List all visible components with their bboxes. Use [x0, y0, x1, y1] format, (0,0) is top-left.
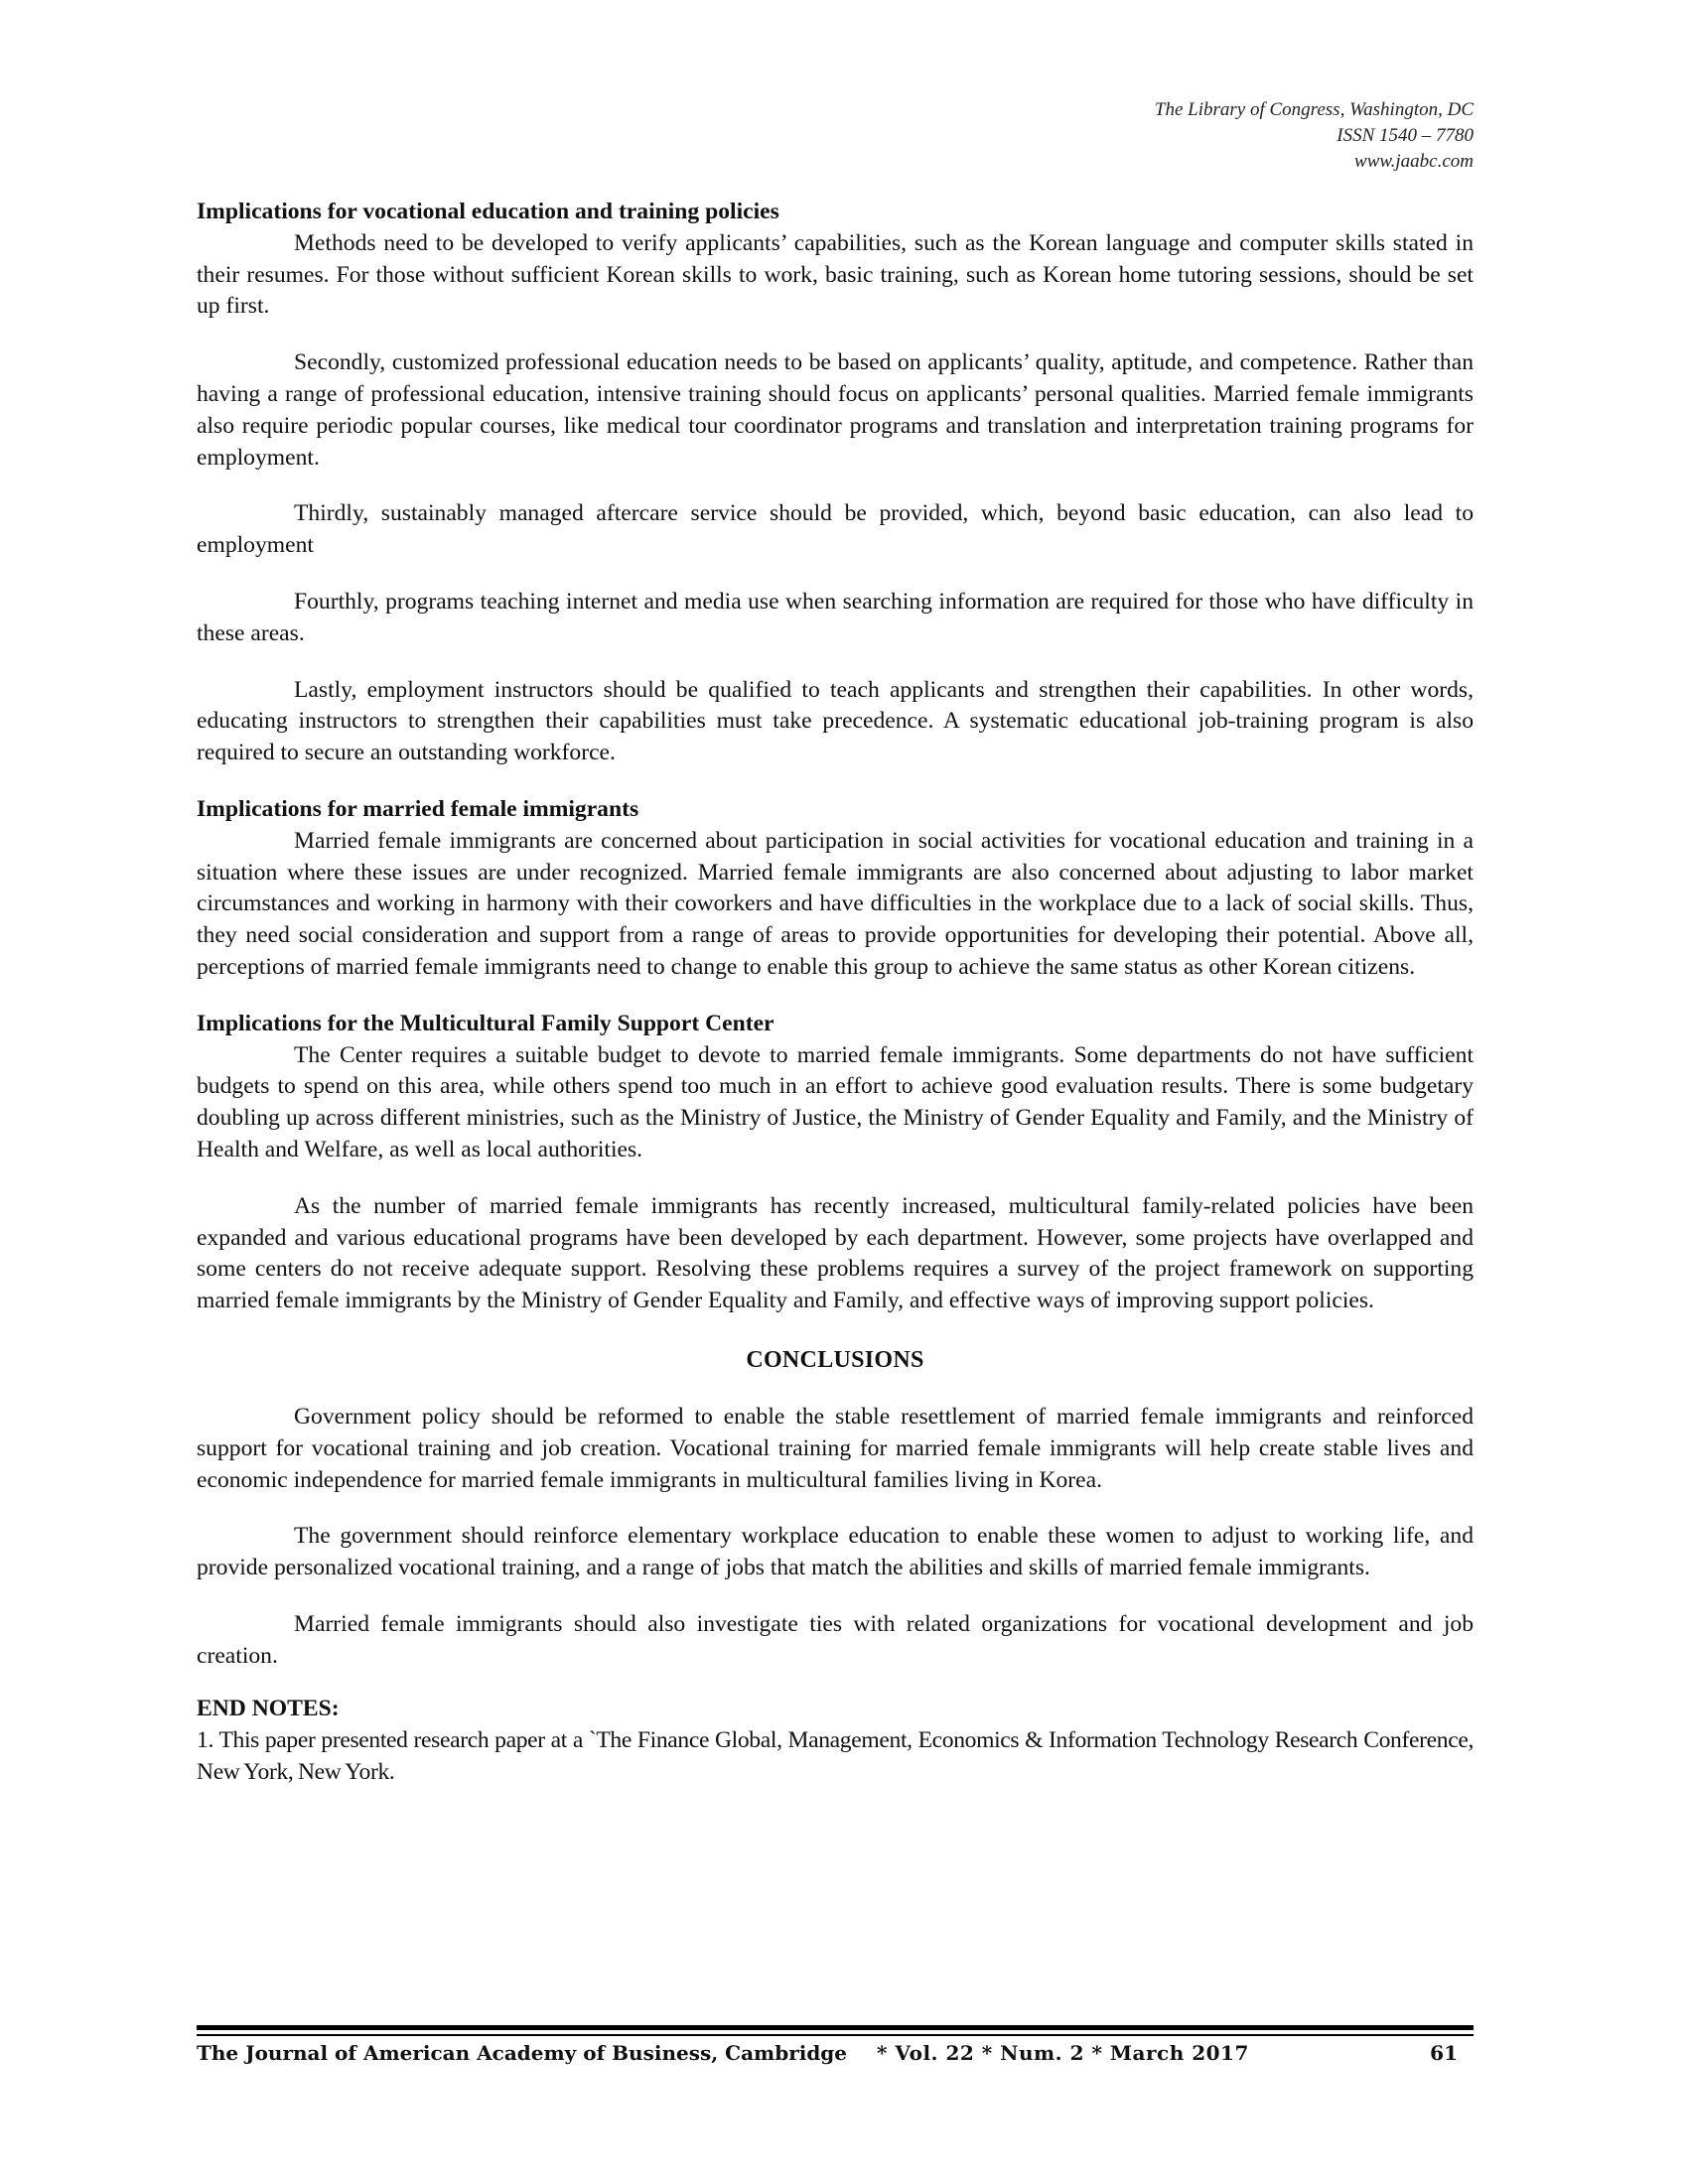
endnote-item: 1. This paper presented research paper at a `The Finance Global, Management, Economics & Information Technology Research Conference, New York, New York. [197, 1727, 1474, 1786]
running-header [1155, 97, 1474, 175]
journal-page [197, 0, 1474, 2184]
footer-volume-info: * Vol. 22 * Num. 2 * March 2017 [877, 2041, 1249, 2065]
endnotes-heading: END NOTES: [197, 1696, 340, 1722]
section-heading-center: Implications for the Multicultural Family Support Center [197, 1010, 774, 1036]
paragraph: Fourthly, programs teaching internet and media use when searching information are required for those who have difficulty in these areas. [197, 588, 1474, 646]
paragraph: Thirdly, sustainably managed aftercare service should be provided, which, beyond basic education, can also lead to employment [197, 500, 1474, 559]
paragraph: Government policy should be reformed to enable the stable resettlement of married female immigrants and reinforced support for vocational training and job creation. Vocational training for married female immigrants will help create stable lives and economic independence for married female immigrants in multicultural families living in Korea. [197, 1403, 1474, 1493]
footer-rule [197, 2034, 1474, 2036]
running-footer [197, 2041, 1474, 2075]
header-library: The Library of Congress, Washington, DC [1154, 99, 1474, 120]
section-heading-vocational: Implications for vocational education and training policies [197, 199, 779, 224]
paragraph: As the number of married female immigrants has recently increased, multicultural family-related policies have been expanded and various educational programs have been developed by each department. However, some projects have overlapped and some centers do not receive adequate support. Resolving these problems requires a survey of the project framework on supporting married female immigrants by the Ministry of Gender Equality and Family, and effective ways of improving support policies. [197, 1192, 1474, 1314]
paragraph: Lastly, employment instructors should be qualified to teach applicants and strengthen their capabilities. In other words, educating instructors to strengthen their capabilities must take precedence. A systematic educational job-training program is also required to secure an outstanding workforce. [197, 676, 1474, 766]
paragraph: Methods need to be developed to verify applicants’ capabilities, such as the Korean language and computer skills stated in their resumes. For those without sufficient Korean skills to work, basic training, such as Korean home tutoring sessions, should be set up first. [197, 229, 1474, 320]
article-body [197, 197, 1474, 1789]
paragraph: Secondly, customized professional education needs to be based on applicants’ quality, aptitude, and competence. Rather than having a range of professional education, intensive training should focus on applicants’ personal qualities. Married female immigrants also require periodic popular courses, like medical tour coordinator programs and translation and interpretation training programs for employment. [197, 349, 1474, 471]
paragraph: The Center requires a suitable budget to devote to married female immigrants. Some departments do not have sufficient budgets to spend on this area, while others spend too much in an effort to achieve good evaluation results. There is some budgetary doubling up across different ministries, such as the Ministry of Justice, the Ministry of Gender Equality and Family, and the Ministry of Health and Welfare, as well as local authorities. [197, 1041, 1474, 1162]
paragraph: Married female immigrants are concerned about participation in social activities for vocational education and training in a situation where these issues are under recognized. Married female immigrants are also concerned about adjusting to labor market circumstances and working in harmony with their coworkers and have difficulties in the workplace due to a lack of social skills. Thus, they need social consideration and support from a range of areas to provide opportunities for developing their potential. Above all, perceptions of married female immigrants need to change to enable this group to achieve the same status as other Korean citizens. [197, 827, 1474, 980]
paragraph: The government should reinforce elementary workplace education to enable these women to adjust to working life, and provide personalized vocational training, and a range of jobs that match the abilities and skills of married female immigrants. [197, 1523, 1474, 1581]
paragraph: Married female immigrants should also investigate ties with related organizations for vocational development and job creation. [197, 1610, 1474, 1669]
conclusions-heading: CONCLUSIONS [746, 1346, 924, 1373]
header-website: www.jaabc.com [1354, 151, 1474, 172]
footer-rule [197, 2025, 1474, 2030]
section-heading-married: Implications for married female immigrants [197, 795, 639, 822]
page-number: 61 [1430, 2041, 1458, 2065]
footer-journal-title: The Journal of American Academy of Business, Cambridge [197, 2041, 848, 2065]
header-issn: ISSN 1540 – 7780 [1336, 125, 1474, 146]
